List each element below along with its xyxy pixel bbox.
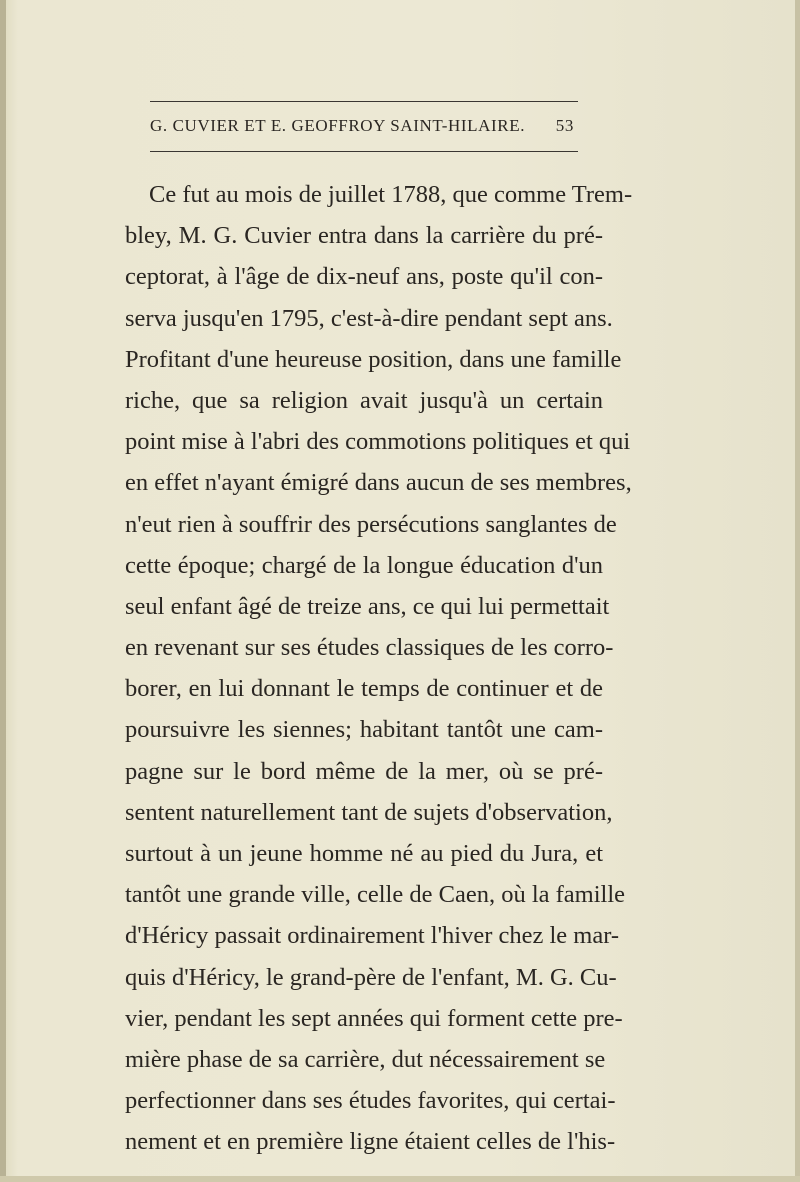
text-line: d'Héricy passait ordinairement l'hiver chez le mar- bbox=[125, 922, 620, 950]
text-line: sentent naturellement tant de sujets d'observation, bbox=[125, 798, 613, 826]
header-rule-bottom bbox=[150, 151, 578, 152]
text-line: quis d'Héricy, le grand-père de l'enfant, M. G. Cu- bbox=[125, 963, 617, 991]
text-line: serva jusqu'en 1795, c'est-à-dire pendant sept ans. bbox=[125, 304, 613, 332]
text-line: Profitant d'une heureuse position, dans une famille bbox=[125, 345, 622, 373]
text-line: vier, pendant les sept années qui forment cette pre- bbox=[125, 1004, 623, 1032]
page-bottom-edge bbox=[0, 1176, 800, 1182]
running-title: G. CUVIER ET E. GEOFFROY SAINT-HILAIRE. bbox=[150, 116, 526, 135]
text-line: mière phase de sa carrière, dut nécessairement se bbox=[125, 1045, 606, 1073]
page-number: 53 bbox=[555, 116, 574, 135]
text-line: n'eut rien à souffrir des persécutions sanglantes de bbox=[125, 510, 617, 538]
text-line: surtout à un jeune homme né au pied du Jura, et bbox=[125, 840, 603, 867]
text-line: perfectionner dans ses études favorites, qui certai- bbox=[125, 1087, 616, 1115]
text-line: pagne sur le bord même de la mer, où se pré- bbox=[125, 757, 603, 785]
text-line: riche, que sa religion avait jusqu'à un certain bbox=[125, 386, 603, 414]
text-line: Ce fut au mois de juillet 1788, que comme Trem- bbox=[149, 181, 633, 208]
header-rule-top bbox=[150, 101, 578, 102]
text-line: tantôt une grande ville, celle de Caen, où la famille bbox=[125, 881, 626, 909]
page-header bbox=[150, 112, 578, 138]
text-line: point mise à l'abri des commotions politiques et qui bbox=[125, 428, 631, 456]
text-line: bley, M. G. Cuvier entra dans la carrière du pré- bbox=[125, 222, 603, 250]
text-line: cette époque; chargé de la longue éducation d'un bbox=[125, 551, 603, 579]
text-line: borer, en lui donnant le temps de continuer et de bbox=[125, 675, 603, 703]
text-line: poursuivre les siennes; habitant tantôt une cam- bbox=[125, 716, 603, 744]
text-line: en revenant sur ses études classiques de les corro- bbox=[125, 634, 614, 662]
text-line: nement et en première ligne étaient celles de l'his- bbox=[125, 1128, 616, 1156]
page-right-edge bbox=[795, 0, 800, 1182]
text-line: ceptorat, à l'âge de dix-neuf ans, poste qu'il con- bbox=[125, 263, 603, 291]
text-line: en effet n'ayant émigré dans aucun de ses membres, bbox=[125, 469, 632, 497]
body-paragraph bbox=[125, 174, 633, 1163]
text-line: seul enfant âgé de treize ans, ce qui lui permettait bbox=[125, 592, 610, 620]
page-left-edge bbox=[0, 0, 6, 1182]
